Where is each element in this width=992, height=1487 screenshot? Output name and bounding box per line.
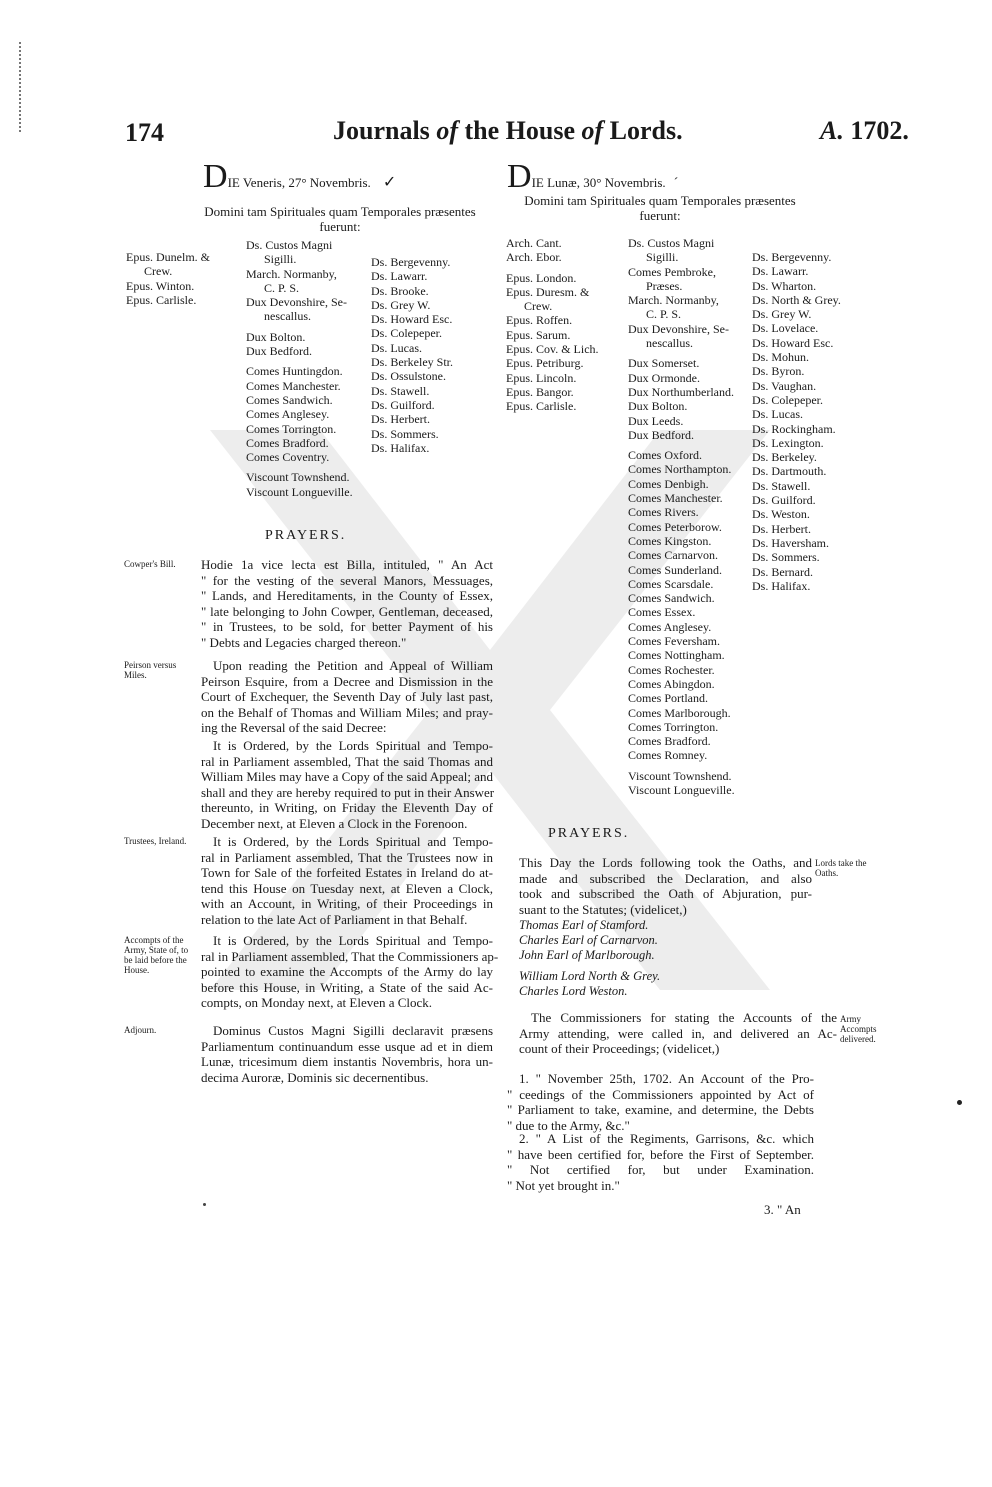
left-day-heading [203,160,396,194]
list-item: Comes Pembroke, [628,264,716,279]
text-line: tend this House on Tuesday next, at Eleven a Clock, [201,880,493,896]
list-item: Epus. Sarum. [506,327,571,342]
left-barons-list [371,255,453,455]
list-item: Comes Oxford. [628,448,702,463]
year-heading: A. 1702. [820,116,909,145]
list-item: Præses. [646,278,683,293]
list-item: Ds. Lucas. [371,340,422,355]
text-line: " have been certified for, before the First of September. [507,1146,814,1162]
list-item: Epus. Lincoln. [506,370,577,385]
text-line: Hodie 1a vice lecta est Billa, intituled, " An Act [201,557,493,572]
list-item: Comes Rochester. [628,662,715,677]
list-item: Viscount Townshend. [628,768,732,783]
list-item: William Lord North & Grey. [519,969,661,983]
text-line: on the Behalf of Thomas and William Miles; and pray- [201,704,493,720]
list-item: Thomas Earl of Stamford. [519,918,649,932]
list-item: Comes Sandwich. [628,591,715,606]
list-item: Comes Carnarvon. [628,548,718,563]
list-item: Ds. Ossulstone. [371,369,447,384]
text-line: ral in Parliament assembled, That the Trustees now in [201,849,493,865]
right-day-heading [507,160,678,194]
list-item: Charles Lord Weston. [519,984,628,998]
list-item: Ds. Halifax. [371,440,430,455]
text-line: relation to the late Act of Parliament in that Behalf. [201,911,468,927]
list-item: Dux Leeds. [628,413,684,428]
list-item: Ds. Sommers. [371,426,439,441]
oaths-paragraph [519,855,812,917]
text-line: Parliamentum continuandum esse usque ad et in diem [201,1038,493,1054]
list-item: Epus. Duresm. & [506,284,590,299]
list-item: Ds. Guilford. [371,397,435,412]
text-line: Army attending, were called in, and delivered an Ac- [519,1025,837,1041]
list-item: Dux Devonshire, Se- [628,321,729,336]
text-line: It is Ordered, by the Lords Spiritual and Tempo- [213,933,493,948]
list-item: Epus. Dunelm. & [126,250,210,264]
text-line: Upon reading the Petition and Appeal of William [213,658,493,673]
list-item: Ds. Herbert. [752,521,811,536]
list-item: Ds. Rockingham. [752,421,836,436]
list-item: Epus. Carlisle. [126,292,197,307]
list-item: Ds. Stawell. [752,478,811,493]
list-item: Comes Rivers. [628,505,699,520]
right-prayers-heading: PRAYERS. [548,826,630,841]
text-line: 1. " November 25th, 1702. An Account of the Pro- [519,1071,814,1086]
margin-note: Army Accompts delivered. [840,1014,877,1044]
text-line: compts, on Monday next, at Eleven a Clock. [201,995,433,1010]
list-item: Comes Anglesey. [628,619,712,634]
list-item: Ds. Guilford. [752,493,816,508]
list-item: Comes Bradford. [628,734,711,749]
list-item: Comes Manchester. [246,378,341,393]
text-line: Town for Sale of the forfeited Estates in Ireland do at- [201,865,493,880]
text-line: before this House, in Writing, a State of the said Ac- [201,979,493,995]
text-line: " Lands, and Hereditaments, in the County of Essex, [201,588,493,603]
list-item: Epus. Winton. [126,278,195,293]
stray-dot [203,1203,206,1206]
text-line: " Parliament to take, examine, and determine, the Debts [507,1102,814,1117]
list-item: Viscount Longueville. [246,484,353,499]
list-item: Ds. Grey W. [371,297,431,312]
list-item: Epus. Petriburg. [506,356,584,371]
left-prayers-heading: PRAYERS. [265,528,347,543]
list-item: Comes Essex. [628,605,696,620]
day-title: IE Lunæ, 30° Novembris. [531,175,666,190]
list-item: Sigilli. [264,252,297,267]
list-item: Epus. Cov. & Lich. [506,342,599,357]
left-present-heading: Domini tam Spirituales quam Temporales præsentes fuerunt: [204,204,476,234]
list-item: Crew. [144,264,173,279]
left-peers-list [246,238,353,499]
list-item: Ds. Byron. [752,364,805,379]
list-item: Comes Scarsdale. [628,576,714,591]
text-line: It is Ordered, by the Lords Spiritual and Tempo- [213,738,493,753]
text-line: suant to the Statutes; (videlicet,) [519,901,687,917]
list-item: Dux Bolton. [246,329,306,344]
list-item: Ds. Colepeper. [752,392,823,407]
list-item: Ds. Mohun. [752,350,810,365]
text-line: " in Trustees, to be sold, for better Payment of his [201,619,493,634]
drop-cap: D [507,158,532,195]
list-item: March. Normanby, [246,266,337,281]
margin-note: Peirson versus Miles. [124,660,177,680]
list-item: Epus. Carlisle. [506,399,577,414]
list-item: Comes Northampton. [628,462,732,477]
list-item: Comes Abingdon. [628,676,715,691]
list-item: Ds. Sommers. [752,550,820,565]
text-line: This Day the Lords following took the Oaths, and [519,855,812,870]
list-item: Comes Sunderland. [628,562,722,577]
list-item: Epus. Bangor. [506,384,574,399]
list-item: Comes Nottingham. [628,648,725,663]
text-line: December next, at Eleven a Clock in the Forenoon. [201,815,468,831]
list-item: Comes Denbigh. [628,476,709,491]
list-item: Ds. Stawell. [371,383,430,398]
text-line: thereunto, in Writing, on Friday the Eleventh Day of [201,800,493,815]
text-line: " Not yet brought in." [507,1177,620,1193]
margin-note: Cowper's Bill. [124,559,176,569]
list-item: Ds. Halifax. [752,578,811,593]
text-line: It is Ordered, by the Lords Spiritual and Tempo- [213,834,493,849]
list-item: Comes Bradford. [246,435,329,450]
list-item: Ds. Herbert. [371,412,430,427]
catchword: 3. " An [764,1202,801,1217]
text-line: Lunæ, tricesimum diem instantis Novembris, hora un- [201,1054,493,1069]
list-item: Ds. Dartmouth. [752,464,827,479]
list-item: Comes Huntingdon. [246,364,343,379]
list-item: Ds. Grey W. [752,307,812,322]
check-mark: ✓ [382,174,397,191]
list-item: Ds. Lucas. [752,407,803,422]
text-line: The Commissioners for stating the Accounts of the [531,1010,837,1025]
list-item: Ds. Wharton. [752,278,817,293]
page-number: 174 [125,118,164,147]
right-barons-list [752,250,841,593]
text-line: 2. " A List of the Regiments, Garrisons, &c. which [519,1131,814,1146]
list-item: Charles Earl of Carnarvon. [519,933,658,947]
margin-note: Accompts of the Army, State of, to be laid before the House. [124,935,189,975]
scan-mark [19,42,24,132]
text-line: Court of Exchequer, the Seventh Day of July last past, [201,689,493,704]
day-title: IE Veneris, 27° Novembris. [227,175,371,190]
text-line: decima Auroræ, Dominis sic decernentibus. [201,1069,429,1085]
text-line: William Miles may have a Copy of the said Appeal; and [201,769,493,784]
text-line: took and subscribed the Oath of Abjuration, pur- [519,886,812,901]
list-item: Dux Somerset. [628,356,700,371]
list-item: Epus. London. [506,270,577,285]
text-line: " Not certified for, but under Examination. [507,1162,814,1177]
margin-note: Trustees, Ireland. [124,836,187,846]
list-item: Ds. Lexington. [752,435,824,450]
list-item: Viscount Townshend. [246,470,350,485]
list-item: Ds. Lawarr. [752,264,809,279]
list-item: Dux Devonshire, Se- [246,295,347,310]
list-item: Ds. Bernard. [752,564,813,579]
list-item: Ds. Custos Magni [246,238,333,252]
list-item: Sigilli. [646,250,679,265]
text-line: count of their Proceedings; (videlicet,) [519,1041,720,1056]
list-item: John Earl of Marlborough. [519,948,655,962]
list-item: Ds. North & Grey. [752,292,841,307]
list-item: Epus. Roffen. [506,313,573,328]
list-item: Dux Northumberland. [628,384,734,399]
text-line: " Debts and Legacies charged thereon." [201,634,407,650]
paragraph [201,658,493,736]
text-line: Dominus Custos Magni Sigilli declaravit præsens [213,1023,493,1038]
accounts-paragraph [519,1010,837,1057]
list-item: Ds. Colepeper. [371,326,442,341]
list-item: Ds. Vaughan. [752,378,817,393]
list-item: Ds. Haversham. [752,535,829,550]
text-line: ral in Parliament assembled, That the said Thomas and [201,753,493,769]
text-line: " due to the Army, &c." [507,1117,630,1133]
list-item: Comes Romney. [628,748,708,763]
list-item: Dux Ormonde. [628,370,700,385]
list-item: Ds. Howard Esc. [371,312,453,327]
list-item: Comes Torrington. [628,719,719,734]
list-item: Crew. [524,299,553,314]
list-item: Comes Kingston. [628,533,712,548]
text-line: ral in Parliament assembled, That the Commissioners ap- [201,948,499,964]
list-item: Comes Manchester. [628,491,723,506]
list-item: Ds. Berkeley Str. [371,355,453,370]
list-item: Comes Portland. [628,691,708,706]
list-item: Ds. Berkeley. [752,450,817,465]
list-item: Ds. Custos Magni [628,236,715,250]
list-item: Ds. Lovelace. [752,321,819,336]
list-item: Comes Peterborow. [628,519,722,534]
list-item: Ds. Lawarr. [371,269,428,284]
margin-note: Adjourn. [124,1025,157,1035]
list-item: C. P. S. [646,307,682,322]
list-item: Comes Marlborough. [628,705,731,720]
paragraph [201,738,493,831]
tick-mark: ˊ [673,176,679,191]
list-item: Comes Torrington. [246,421,337,436]
list-item: Ds. Brooke. [371,283,429,298]
right-present-heading: Domini tam Spirituales quam Temporales præsentes fuerunt: [524,193,796,223]
running-title: Journals of the House of Lords. [333,116,683,145]
text-line: pointed to examine the Accompts of the Army do lay [201,964,493,979]
lords-sworn-list [519,918,660,999]
list-item: Comes Feversham. [628,634,720,649]
list-item: Comes Sandwich. [246,392,333,407]
list-item: Ds. Weston. [752,507,810,522]
paragraph [201,557,493,650]
list-item: Comes Coventry. [246,450,330,465]
account-entry-1 [507,1071,814,1133]
text-line: made and subscribed the Declaration, and also [519,870,812,886]
right-peers-list [628,236,735,797]
list-item: Viscount Longueville. [628,782,735,797]
margin-note: Lords take the Oaths. [815,858,867,878]
paragraph [201,834,493,927]
list-item: Arch. Ebor. [506,250,562,265]
paragraph [201,1023,493,1085]
list-item: Ds. Bergevenny. [752,250,832,264]
drop-cap: D [203,158,228,195]
text-line: Peirson Esquire, from a Decree and Dismission in the [201,673,493,689]
right-bishops-list [506,236,599,414]
text-line: " for the vesting of the several Manors, Messuages, [201,572,493,588]
list-item: Ds. Howard Esc. [752,335,834,350]
text-line: " late belonging to John Cowper, Gentleman, deceased, [201,603,493,619]
list-item: Arch. Cant. [506,236,562,250]
list-item: nescallus. [264,309,311,324]
text-line: ing the Reversal of the said Decree: [201,720,387,735]
text-line: shall and they are hereby required to put in their Answer [201,784,495,800]
list-item: Dux Bolton. [628,399,688,414]
list-item: C. P. S. [264,280,300,295]
stray-dot [957,1100,962,1105]
list-item: nescallus. [646,336,693,351]
left-bishops-list [126,250,210,307]
text-line: with an Account, in Writing, of their Proceedings in [201,896,493,911]
list-item: Comes Anglesey. [246,407,330,422]
list-item: March. Normanby, [628,293,719,308]
list-item: Ds. Bergevenny. [371,255,451,269]
account-entry-2 [507,1131,814,1193]
paragraph [201,933,499,1011]
list-item: Dux Bedford. [246,344,312,359]
text-line: " ceedings of the Commissioners appointed by Act of [507,1086,814,1102]
list-item: Dux Bedford. [628,427,694,442]
